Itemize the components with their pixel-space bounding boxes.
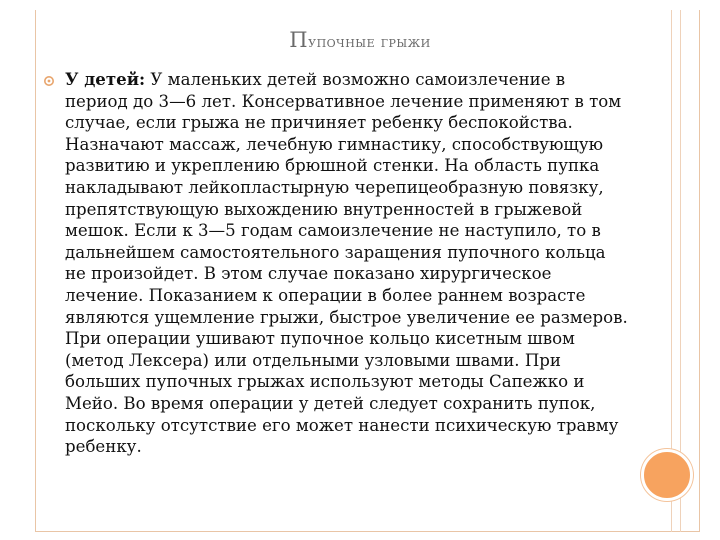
- ring-bullet-icon: [43, 75, 55, 87]
- bullet-lead: У детей:: [65, 69, 146, 89]
- title-rest: упочные грыжи: [308, 32, 431, 51]
- slide-title: [60, 28, 660, 52]
- orange-circle-decoration: [641, 449, 693, 501]
- title-first-letter: П: [289, 28, 309, 52]
- bullet-paragraph: [65, 69, 630, 458]
- bullet-text: У маленьких детей возможно самоизлечение в период до 3—6 лет. Консервативное лечение применяют в том случае, если грыжа не причиняет ребенку беспокойства. Назначают массаж, лечебную гимнастику, способствующую развитию и укреплению брюшной стенки. На область пупка накладывают лейкопластырную черепицеобразную повязку, препятствующую выхождению внутренностей в грыжевой мешок. Если к 3—5 годам самоизлечение не наступило, то в дальнейшем самостоятельного заращения пупочного кольца не произойдет. В этом случае показано хирургическое лечение. Показанием к операции в более раннем возрасте являются ущемление грыжи, быстрое увеличение ее размеров. При операции ушивают пупочное кольцо кисетным швом (метод Лексера) или отдельными узловыми швами. При больших пупочных грыжах используют методы Сапежко и Мейо. Во время операции у детей следует сохранить пупок, поскольку отсутствие его может нанести психическую травму ребенку.: [65, 70, 628, 457]
